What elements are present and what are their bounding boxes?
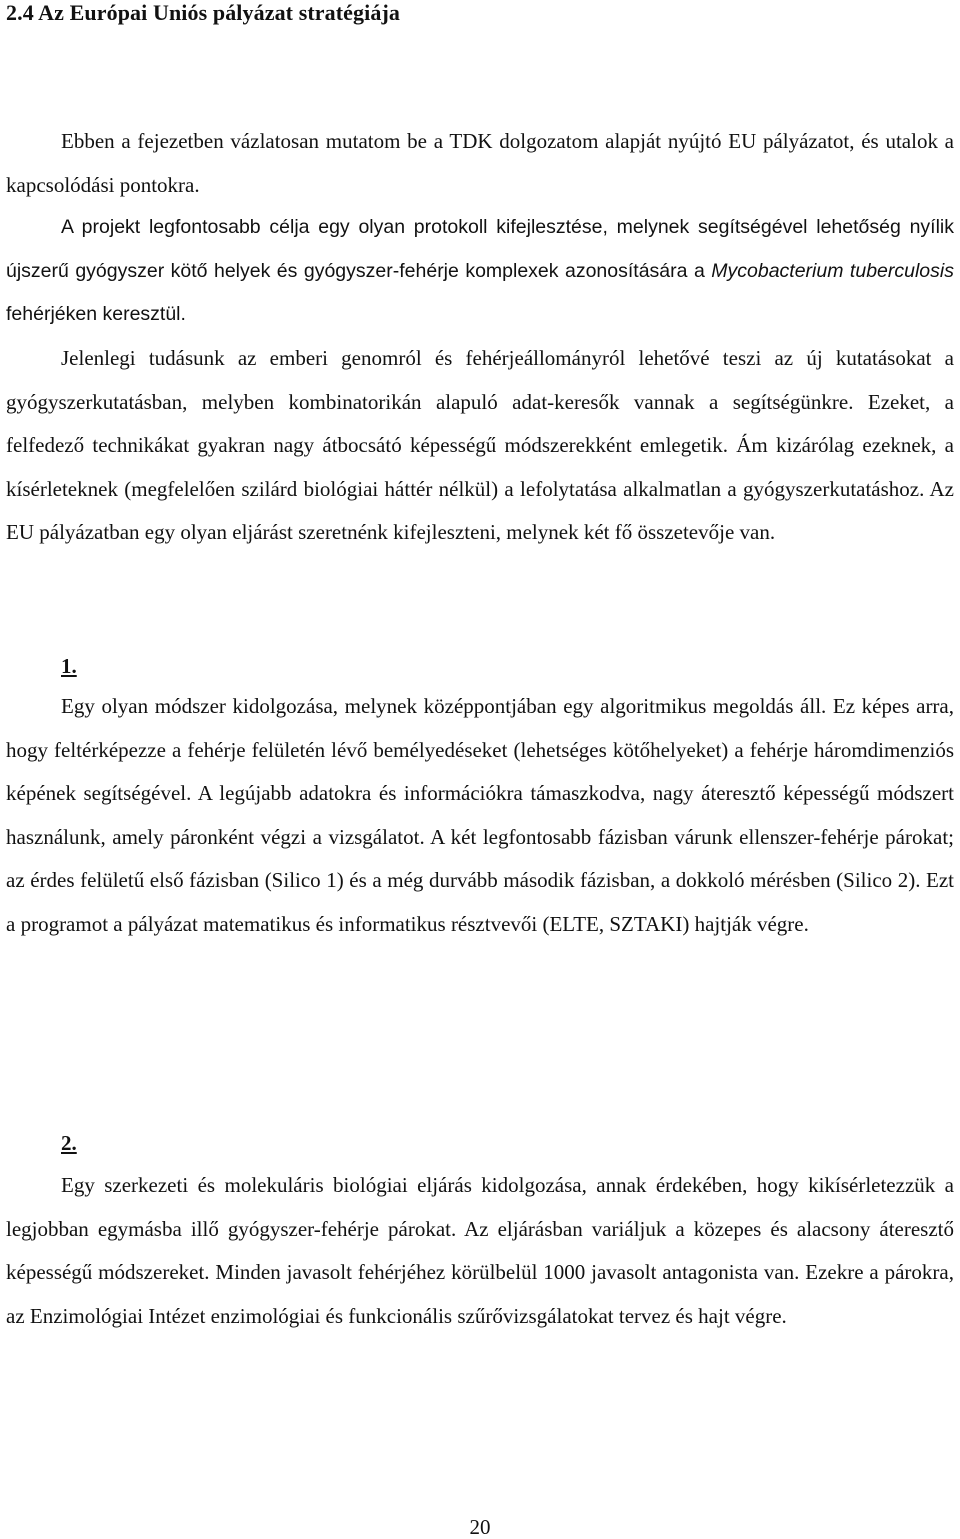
knowledge-paragraph	[6, 337, 954, 555]
intro-paragraph	[6, 120, 954, 207]
goal-paragraph	[6, 206, 954, 337]
goal-text-before: A projekt legfontosabb célja egy olyan protokoll kifejlesztése, melynek segítségével lehetőség nyílik újszerű gyógyszer kötő helyek és gyógyszer-fehérje komplexek azonosítására a	[6, 216, 954, 282]
page-number: 20	[469, 1515, 491, 1539]
item-paragraph-2	[6, 1164, 954, 1338]
item-text-1: Egy olyan módszer kidolgozása, melynek középpontjában egy algoritmikus megoldás áll. Ez képes arra, hogy feltérképezze a fehérje felületén lévő bemélyedéseket (lehetséges kötőhelyeket) a fehérje háromdimenziós képének segítségével. A legújabb adatokra és információkra támaszkodva, nagy áteresztő képességű módszert használunk, amely páronként végzi a vizsgálatot. A két legfontosabb fázisban várunk ellenszer-fehérje párokat; az érdes felületű első fázisban (Silico 1) és a még durvább második fázisban, a dokkoló mérésben (Silico 2). Ezt a programot a pályázat matematikus és informatikus résztvevői (ELTE, SZTAKI) hajtják végre.	[6, 694, 954, 936]
item-number-1: 1.	[61, 654, 77, 678]
item-text-2: Egy szerkezeti és molekuláris biológiai eljárás kidolgozása, annak érdekében, hogy kikísérletezzük a legjobban egymásba illő gyógyszer-fehérje párokat. Az eljárásban variáljuk a közepes és alacsony áteresztő képességű módszereket. Minden javasolt fehérjéhez körülbelül 1000 javasolt antagonista van. Ezekre a párokra, az Enzimológiai Intézet enzimológiai és funkcionális szűrővizsgálatokat tervez és hajt végre.	[6, 1173, 954, 1328]
item-paragraph-1	[6, 685, 954, 946]
item-number-2: 2.	[61, 1131, 77, 1155]
goal-text-after: fehérjéken keresztül.	[6, 303, 186, 325]
section-heading: 2.4 Az Európai Uniós pályázat stratégiája	[6, 0, 400, 25]
intro-text: Ebben a fejezetben vázlatosan mutatom be a TDK dolgozatom alapját nyújtó EU pályázatot, és utalok a kapcsolódási pontokra.	[6, 129, 954, 197]
knowledge-text: Jelenlegi tudásunk az emberi genomról és fehérjeállományról lehetővé teszi az új kutatásokat a gyógyszerkutatásban, melyben kombinatorikán alapuló adat-keresők vannak a segítségünkre. Ezeket, a felfedező technikákat gyakran nagy átbocsátó képességű módszerekként emlegetik. Ám kizárólag ezeknek, a kísérleteknek (megfelelően szilárd biológiai háttér nélkül) a lefolytatása alkalmatlan a gyógyszerkutatáshoz. Az EU pályázatban egy olyan eljárást szeretnénk kifejleszteni, melynek két fő összetevője van.	[6, 346, 954, 544]
organism-name: Mycobacterium tuberculosis	[711, 259, 954, 282]
